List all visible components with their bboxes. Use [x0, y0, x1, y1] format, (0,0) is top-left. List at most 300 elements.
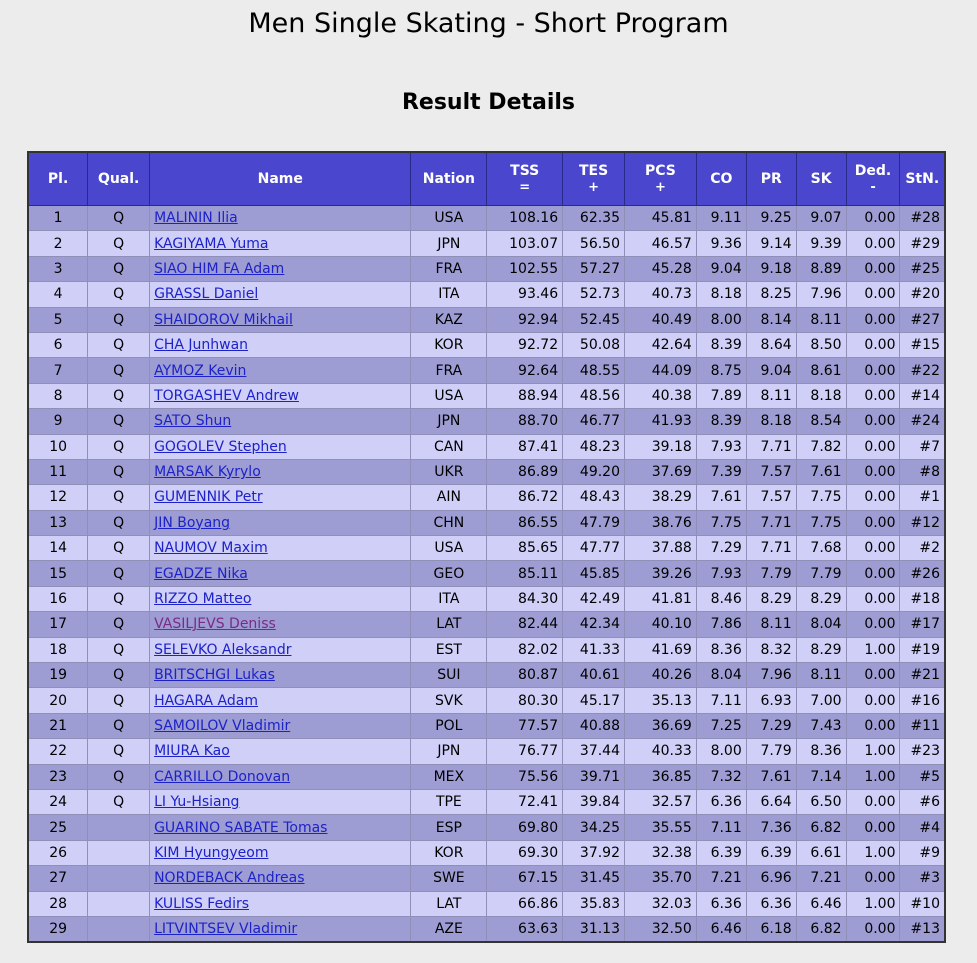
- cell-pcs: 32.38: [625, 840, 697, 865]
- cell-stn: #4: [900, 815, 945, 840]
- col-header-sk: SK: [796, 152, 846, 206]
- cell-name: [150, 383, 411, 408]
- cell-place: 7: [28, 358, 88, 383]
- cell-pcs: 36.85: [625, 764, 697, 789]
- cell-name: [150, 663, 411, 688]
- cell-stn: #3: [900, 866, 945, 891]
- cell-ded: 0.00: [846, 307, 900, 332]
- table-row: [28, 561, 945, 586]
- cell-name: [150, 459, 411, 484]
- cell-nation: FRA: [411, 358, 487, 383]
- cell-co: 6.39: [696, 840, 746, 865]
- table-row: [28, 332, 945, 357]
- cell-ded: 1.00: [846, 840, 900, 865]
- col-header-place: Pl.: [28, 152, 88, 206]
- cell-stn: #29: [900, 231, 945, 256]
- cell-name: [150, 916, 411, 942]
- cell-ded: 0.00: [846, 383, 900, 408]
- cell-qual: [88, 840, 150, 865]
- cell-name: [150, 637, 411, 662]
- cell-pcs: 35.70: [625, 866, 697, 891]
- cell-sk: 8.29: [796, 637, 846, 662]
- cell-qual: Q: [88, 764, 150, 789]
- cell-ded: 0.00: [846, 459, 900, 484]
- cell-sk: 6.82: [796, 916, 846, 942]
- cell-stn: #7: [900, 434, 945, 459]
- cell-qual: Q: [88, 688, 150, 713]
- cell-stn: #18: [900, 586, 945, 611]
- cell-tss: 103.07: [487, 231, 563, 256]
- cell-stn: #5: [900, 764, 945, 789]
- table-row: [28, 434, 945, 459]
- cell-sk: 9.39: [796, 231, 846, 256]
- cell-place: 8: [28, 383, 88, 408]
- cell-sk: 8.61: [796, 358, 846, 383]
- cell-tes: 48.43: [563, 485, 625, 510]
- cell-sk: 7.00: [796, 688, 846, 713]
- cell-pcs: 39.18: [625, 434, 697, 459]
- cell-sk: 8.50: [796, 332, 846, 357]
- cell-ded: 0.00: [846, 789, 900, 814]
- table-body: [28, 206, 945, 943]
- cell-tes: 40.88: [563, 713, 625, 738]
- cell-pr: 7.29: [746, 713, 796, 738]
- cell-stn: #9: [900, 840, 945, 865]
- cell-pr: 6.93: [746, 688, 796, 713]
- skater-name-link[interactable]: GUMENNIK Petr: [154, 489, 263, 506]
- cell-tss: 69.80: [487, 815, 563, 840]
- table-row: [28, 206, 945, 231]
- cell-stn: #11: [900, 713, 945, 738]
- cell-name: [150, 510, 411, 535]
- cell-name: [150, 840, 411, 865]
- table-row: [28, 282, 945, 307]
- cell-co: 8.36: [696, 637, 746, 662]
- cell-pr: 7.79: [746, 561, 796, 586]
- cell-place: 23: [28, 764, 88, 789]
- col-header-nation: Nation: [411, 152, 487, 206]
- cell-stn: #2: [900, 536, 945, 561]
- table-row: [28, 256, 945, 281]
- cell-nation: USA: [411, 206, 487, 231]
- cell-place: 17: [28, 612, 88, 637]
- cell-qual: Q: [88, 358, 150, 383]
- cell-name: [150, 434, 411, 459]
- cell-tss: 69.30: [487, 840, 563, 865]
- cell-sk: 7.43: [796, 713, 846, 738]
- cell-nation: KAZ: [411, 307, 487, 332]
- table-row: [28, 409, 945, 434]
- col-header-qual: Qual.: [88, 152, 150, 206]
- table-row: [28, 663, 945, 688]
- cell-tss: 82.44: [487, 612, 563, 637]
- cell-co: 7.32: [696, 764, 746, 789]
- skater-name-link[interactable]: MARSAK Kyrylo: [154, 464, 261, 481]
- cell-ded: 0.00: [846, 713, 900, 738]
- cell-tss: 88.94: [487, 383, 563, 408]
- table-row: [28, 789, 945, 814]
- cell-place: 20: [28, 688, 88, 713]
- cell-ded: 0.00: [846, 485, 900, 510]
- cell-co: 8.18: [696, 282, 746, 307]
- cell-sk: 9.07: [796, 206, 846, 231]
- skater-name-link[interactable]: CARRILLO Donovan: [154, 768, 291, 785]
- cell-name: [150, 789, 411, 814]
- cell-name: [150, 256, 411, 281]
- cell-pcs: 41.93: [625, 409, 697, 434]
- table-row: [28, 891, 945, 916]
- cell-qual: Q: [88, 536, 150, 561]
- cell-sk: 8.54: [796, 409, 846, 434]
- skater-name-link[interactable]: KULISS Fedirs: [154, 895, 250, 912]
- cell-place: 10: [28, 434, 88, 459]
- cell-place: 28: [28, 891, 88, 916]
- cell-stn: #13: [900, 916, 945, 942]
- table-row: [28, 688, 945, 713]
- cell-nation: SUI: [411, 663, 487, 688]
- cell-pcs: 40.38: [625, 383, 697, 408]
- cell-nation: KOR: [411, 332, 487, 357]
- cell-co: 6.46: [696, 916, 746, 942]
- cell-qual: Q: [88, 789, 150, 814]
- col-header-stn: StN.: [900, 152, 945, 206]
- cell-qual: Q: [88, 561, 150, 586]
- cell-co: 6.36: [696, 891, 746, 916]
- table-row: [28, 459, 945, 484]
- col-header-name: Name: [150, 152, 411, 206]
- table-header-row: [28, 152, 945, 206]
- skater-name-link[interactable]: LI Yu-Hsiang: [154, 794, 240, 811]
- cell-pr: 8.32: [746, 637, 796, 662]
- cell-place: 11: [28, 459, 88, 484]
- col-header-co: CO: [696, 152, 746, 206]
- cell-nation: EST: [411, 637, 487, 662]
- cell-name: [150, 586, 411, 611]
- cell-stn: #12: [900, 510, 945, 535]
- cell-place: 19: [28, 663, 88, 688]
- cell-tes: 62.35: [563, 206, 625, 231]
- cell-tss: 102.55: [487, 256, 563, 281]
- skater-name-link[interactable]: SATO Shun: [154, 413, 232, 430]
- table-row: [28, 637, 945, 662]
- cell-qual: Q: [88, 231, 150, 256]
- cell-pr: 6.96: [746, 866, 796, 891]
- skater-name-link[interactable]: MIURA Kao: [154, 743, 230, 760]
- cell-co: 8.46: [696, 586, 746, 611]
- cell-sk: 6.50: [796, 789, 846, 814]
- cell-pcs: 35.13: [625, 688, 697, 713]
- cell-name: [150, 332, 411, 357]
- cell-nation: AIN: [411, 485, 487, 510]
- cell-ded: 0.00: [846, 916, 900, 942]
- cell-qual: Q: [88, 510, 150, 535]
- cell-sk: 7.14: [796, 764, 846, 789]
- cell-stn: #21: [900, 663, 945, 688]
- cell-place: 5: [28, 307, 88, 332]
- cell-ded: 0.00: [846, 663, 900, 688]
- cell-place: 15: [28, 561, 88, 586]
- cell-place: 6: [28, 332, 88, 357]
- skater-name-link[interactable]: SHAIDOROV Mikhail: [154, 311, 293, 328]
- cell-pcs: 35.55: [625, 815, 697, 840]
- cell-pcs: 39.26: [625, 561, 697, 586]
- skater-name-link[interactable]: KIM Hyungyeom: [154, 844, 269, 861]
- cell-pcs: 45.81: [625, 206, 697, 231]
- cell-ded: 0.00: [846, 282, 900, 307]
- cell-sk: 8.11: [796, 663, 846, 688]
- cell-qual: [88, 916, 150, 942]
- cell-pr: 6.39: [746, 840, 796, 865]
- cell-name: [150, 409, 411, 434]
- table-row: [28, 713, 945, 738]
- cell-nation: ITA: [411, 586, 487, 611]
- cell-pr: 6.36: [746, 891, 796, 916]
- cell-place: 13: [28, 510, 88, 535]
- cell-tes: 42.34: [563, 612, 625, 637]
- table-row: [28, 358, 945, 383]
- cell-nation: POL: [411, 713, 487, 738]
- cell-pcs: 32.03: [625, 891, 697, 916]
- table-row: [28, 612, 945, 637]
- skater-name-link[interactable]: GRASSL Daniel: [154, 286, 259, 303]
- cell-co: 8.75: [696, 358, 746, 383]
- skater-name-link[interactable]: GOGOLEV Stephen: [154, 438, 287, 455]
- cell-pcs: 40.10: [625, 612, 697, 637]
- cell-ded: 1.00: [846, 764, 900, 789]
- cell-qual: Q: [88, 307, 150, 332]
- cell-qual: Q: [88, 282, 150, 307]
- cell-sk: 7.96: [796, 282, 846, 307]
- cell-pr: 7.57: [746, 485, 796, 510]
- cell-name: [150, 688, 411, 713]
- cell-pr: 7.96: [746, 663, 796, 688]
- cell-tes: 52.73: [563, 282, 625, 307]
- cell-tss: 84.30: [487, 586, 563, 611]
- cell-pr: 7.61: [746, 764, 796, 789]
- skater-name-link[interactable]: GUARINO SABATE Tomas: [154, 819, 328, 836]
- cell-pr: 7.71: [746, 434, 796, 459]
- cell-qual: [88, 866, 150, 891]
- cell-place: 18: [28, 637, 88, 662]
- skater-name-link[interactable]: AYMOZ Kevin: [154, 362, 247, 379]
- cell-ded: 0.00: [846, 536, 900, 561]
- cell-tes: 45.85: [563, 561, 625, 586]
- cell-tss: 85.65: [487, 536, 563, 561]
- cell-pr: 7.36: [746, 815, 796, 840]
- cell-name: [150, 206, 411, 231]
- cell-pcs: 40.49: [625, 307, 697, 332]
- cell-tss: 88.70: [487, 409, 563, 434]
- cell-sk: 8.89: [796, 256, 846, 281]
- cell-pr: 8.11: [746, 612, 796, 637]
- cell-nation: TPE: [411, 789, 487, 814]
- table-row: [28, 764, 945, 789]
- skater-name-link[interactable]: MALININ Ilia: [154, 210, 238, 227]
- cell-sk: 6.82: [796, 815, 846, 840]
- cell-place: 2: [28, 231, 88, 256]
- skater-name-link[interactable]: RIZZO Matteo: [154, 591, 252, 608]
- skater-name-link[interactable]: SIAO HIM FA Adam: [154, 260, 285, 277]
- cell-tes: 39.71: [563, 764, 625, 789]
- cell-ded: 0.00: [846, 815, 900, 840]
- cell-nation: JPN: [411, 739, 487, 764]
- cell-sk: 7.75: [796, 485, 846, 510]
- skater-name-link[interactable]: KAGIYAMA Yuma: [154, 235, 269, 252]
- cell-tss: 108.16: [487, 206, 563, 231]
- cell-co: 7.11: [696, 815, 746, 840]
- cell-tss: 86.72: [487, 485, 563, 510]
- cell-stn: #25: [900, 256, 945, 281]
- cell-tes: 42.49: [563, 586, 625, 611]
- cell-nation: AZE: [411, 916, 487, 942]
- cell-pr: 6.18: [746, 916, 796, 942]
- skater-name-link[interactable]: JIN Boyang: [154, 514, 231, 531]
- page-title: Men Single Skating - Short Program: [248, 8, 729, 39]
- cell-qual: [88, 815, 150, 840]
- cell-qual: Q: [88, 206, 150, 231]
- cell-tes: 34.25: [563, 815, 625, 840]
- cell-tss: 86.89: [487, 459, 563, 484]
- cell-tss: 77.57: [487, 713, 563, 738]
- cell-qual: Q: [88, 409, 150, 434]
- cell-tss: 92.94: [487, 307, 563, 332]
- cell-qual: Q: [88, 332, 150, 357]
- cell-pr: 8.64: [746, 332, 796, 357]
- skater-name-link[interactable]: NAUMOV Maxim: [154, 540, 268, 557]
- cell-pr: 8.18: [746, 409, 796, 434]
- cell-co: 7.39: [696, 459, 746, 484]
- col-header-tes: TES +: [563, 152, 625, 206]
- cell-name: [150, 485, 411, 510]
- cell-name: [150, 612, 411, 637]
- cell-stn: #20: [900, 282, 945, 307]
- skater-name-link[interactable]: SAMOILOV Vladimir: [154, 718, 291, 734]
- skater-name-link[interactable]: VASILJEVS Deniss: [154, 616, 276, 633]
- cell-nation: CAN: [411, 434, 487, 459]
- cell-tes: 48.55: [563, 358, 625, 383]
- cell-nation: LAT: [411, 891, 487, 916]
- cell-stn: #6: [900, 789, 945, 814]
- table-row: [28, 586, 945, 611]
- skater-name-link[interactable]: HAGARA Adam: [154, 692, 258, 709]
- cell-place: 4: [28, 282, 88, 307]
- cell-place: 21: [28, 713, 88, 738]
- skater-name-link[interactable]: LITVINTSEV Vladimir: [154, 921, 298, 938]
- cell-place: 9: [28, 409, 88, 434]
- cell-tss: 85.11: [487, 561, 563, 586]
- cell-qual: Q: [88, 434, 150, 459]
- cell-ded: 0.00: [846, 332, 900, 357]
- cell-pcs: 41.81: [625, 586, 697, 611]
- cell-ded: 0.00: [846, 206, 900, 231]
- cell-place: 12: [28, 485, 88, 510]
- cell-pcs: 32.50: [625, 916, 697, 942]
- table-row: [28, 510, 945, 535]
- cell-nation: USA: [411, 383, 487, 408]
- cell-tes: 37.92: [563, 840, 625, 865]
- cell-tes: 52.45: [563, 307, 625, 332]
- cell-stn: #10: [900, 891, 945, 916]
- cell-pcs: 45.28: [625, 256, 697, 281]
- skater-name-link[interactable]: NORDEBACK Andreas: [154, 870, 305, 887]
- cell-sk: 8.29: [796, 586, 846, 611]
- cell-pr: 8.29: [746, 586, 796, 611]
- cell-tss: 87.41: [487, 434, 563, 459]
- cell-sk: 8.36: [796, 739, 846, 764]
- cell-tes: 31.45: [563, 866, 625, 891]
- table-row: [28, 840, 945, 865]
- cell-co: 7.25: [696, 713, 746, 738]
- cell-ded: 0.00: [846, 256, 900, 281]
- cell-tes: 39.84: [563, 789, 625, 814]
- cell-tss: 72.41: [487, 789, 563, 814]
- cell-tss: 92.72: [487, 332, 563, 357]
- cell-pcs: 32.57: [625, 789, 697, 814]
- cell-pcs: 38.76: [625, 510, 697, 535]
- cell-pcs: 40.73: [625, 282, 697, 307]
- cell-co: 8.39: [696, 332, 746, 357]
- cell-nation: USA: [411, 536, 487, 561]
- table-row: [28, 866, 945, 891]
- cell-stn: #28: [900, 206, 945, 231]
- cell-name: [150, 866, 411, 891]
- cell-pr: 9.18: [746, 256, 796, 281]
- cell-pr: 8.11: [746, 383, 796, 408]
- cell-stn: #17: [900, 612, 945, 637]
- cell-place: 29: [28, 916, 88, 942]
- cell-nation: SVK: [411, 688, 487, 713]
- cell-tes: 40.61: [563, 663, 625, 688]
- cell-pcs: 44.09: [625, 358, 697, 383]
- cell-tes: 47.79: [563, 510, 625, 535]
- cell-ded: 0.00: [846, 231, 900, 256]
- section-title: Result Details: [401, 90, 576, 115]
- cell-tss: 82.02: [487, 637, 563, 662]
- cell-qual: Q: [88, 383, 150, 408]
- cell-place: 3: [28, 256, 88, 281]
- skater-name-link[interactable]: BRITSCHGI Lukas: [154, 667, 275, 684]
- cell-stn: #23: [900, 739, 945, 764]
- cell-tes: 31.13: [563, 916, 625, 942]
- cell-qual: Q: [88, 739, 150, 764]
- cell-co: 8.04: [696, 663, 746, 688]
- cell-sk: 8.04: [796, 612, 846, 637]
- skater-name-link[interactable]: TORGASHEV Andrew: [154, 387, 299, 404]
- cell-qual: Q: [88, 713, 150, 738]
- table-row: [28, 307, 945, 332]
- cell-co: 9.04: [696, 256, 746, 281]
- cell-pr: 9.25: [746, 206, 796, 231]
- cell-place: 16: [28, 586, 88, 611]
- cell-pcs: 38.29: [625, 485, 697, 510]
- cell-nation: ITA: [411, 282, 487, 307]
- cell-stn: #8: [900, 459, 945, 484]
- skater-name-link[interactable]: EGADZE Nika: [154, 565, 248, 582]
- cell-ded: 1.00: [846, 739, 900, 764]
- skater-name-link[interactable]: CHA Junhwan: [154, 337, 249, 354]
- cell-ded: 0.00: [846, 358, 900, 383]
- table-row: [28, 739, 945, 764]
- cell-stn: #19: [900, 637, 945, 662]
- cell-co: 9.11: [696, 206, 746, 231]
- cell-stn: #14: [900, 383, 945, 408]
- table-row: [28, 815, 945, 840]
- skater-name-link[interactable]: SELEVKO Aleksandr: [154, 641, 292, 658]
- cell-nation: CHN: [411, 510, 487, 535]
- cell-pcs: 42.64: [625, 332, 697, 357]
- cell-name: [150, 282, 411, 307]
- cell-co: 8.00: [696, 739, 746, 764]
